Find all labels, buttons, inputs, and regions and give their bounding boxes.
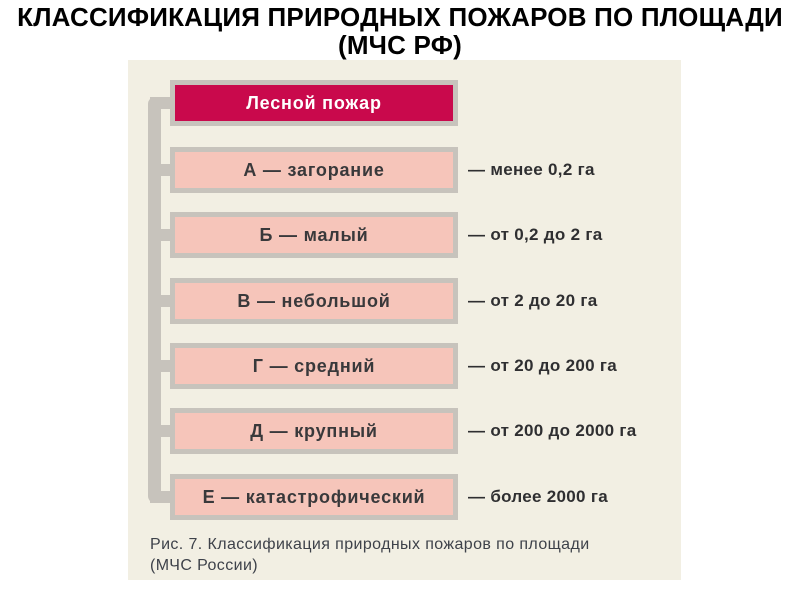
area-label-a: — менее 0,2 га <box>468 160 595 179</box>
figure-caption-line2: (МЧС России) <box>150 557 259 574</box>
class-box-g <box>170 343 458 389</box>
class-box-d-label: Д — крупный <box>250 420 378 441</box>
area-label-v: — от 2 до 20 га <box>468 291 598 310</box>
diagram-panel <box>128 60 681 580</box>
area-label-e: — более 2000 га <box>468 487 608 506</box>
figure-caption <box>150 534 670 576</box>
slide-title-line2: (МЧС РФ) <box>337 30 463 60</box>
class-box-b <box>170 212 458 258</box>
class-box-a-label: А — загорание <box>243 159 385 180</box>
root-node-forest-fire <box>170 80 458 126</box>
class-box-b-label: Б — малый <box>259 224 369 245</box>
slide-title <box>0 3 800 59</box>
area-label-g: — от 20 до 200 га <box>468 356 617 375</box>
area-label-d: — от 200 до 2000 га <box>468 421 637 440</box>
root-node-label: Лесной пожар <box>246 92 382 113</box>
class-box-a <box>170 147 458 193</box>
class-box-g-label: Г — средний <box>252 355 376 376</box>
class-box-d <box>170 408 458 454</box>
figure-caption-line1: Рис. 7. Классификация природных пожаров по площади <box>150 536 590 553</box>
class-box-v-label: В — небольшой <box>237 290 391 311</box>
slide-title-line1: КЛАССИФИКАЦИЯ ПРИРОДНЫХ ПОЖАРОВ ПО ПЛОЩАДИ <box>17 2 783 32</box>
class-box-e-label: Е — катастрофический <box>202 486 426 507</box>
class-box-v <box>170 278 458 324</box>
class-box-e <box>170 474 458 520</box>
area-label-b: — от 0,2 до 2 га <box>468 225 603 244</box>
